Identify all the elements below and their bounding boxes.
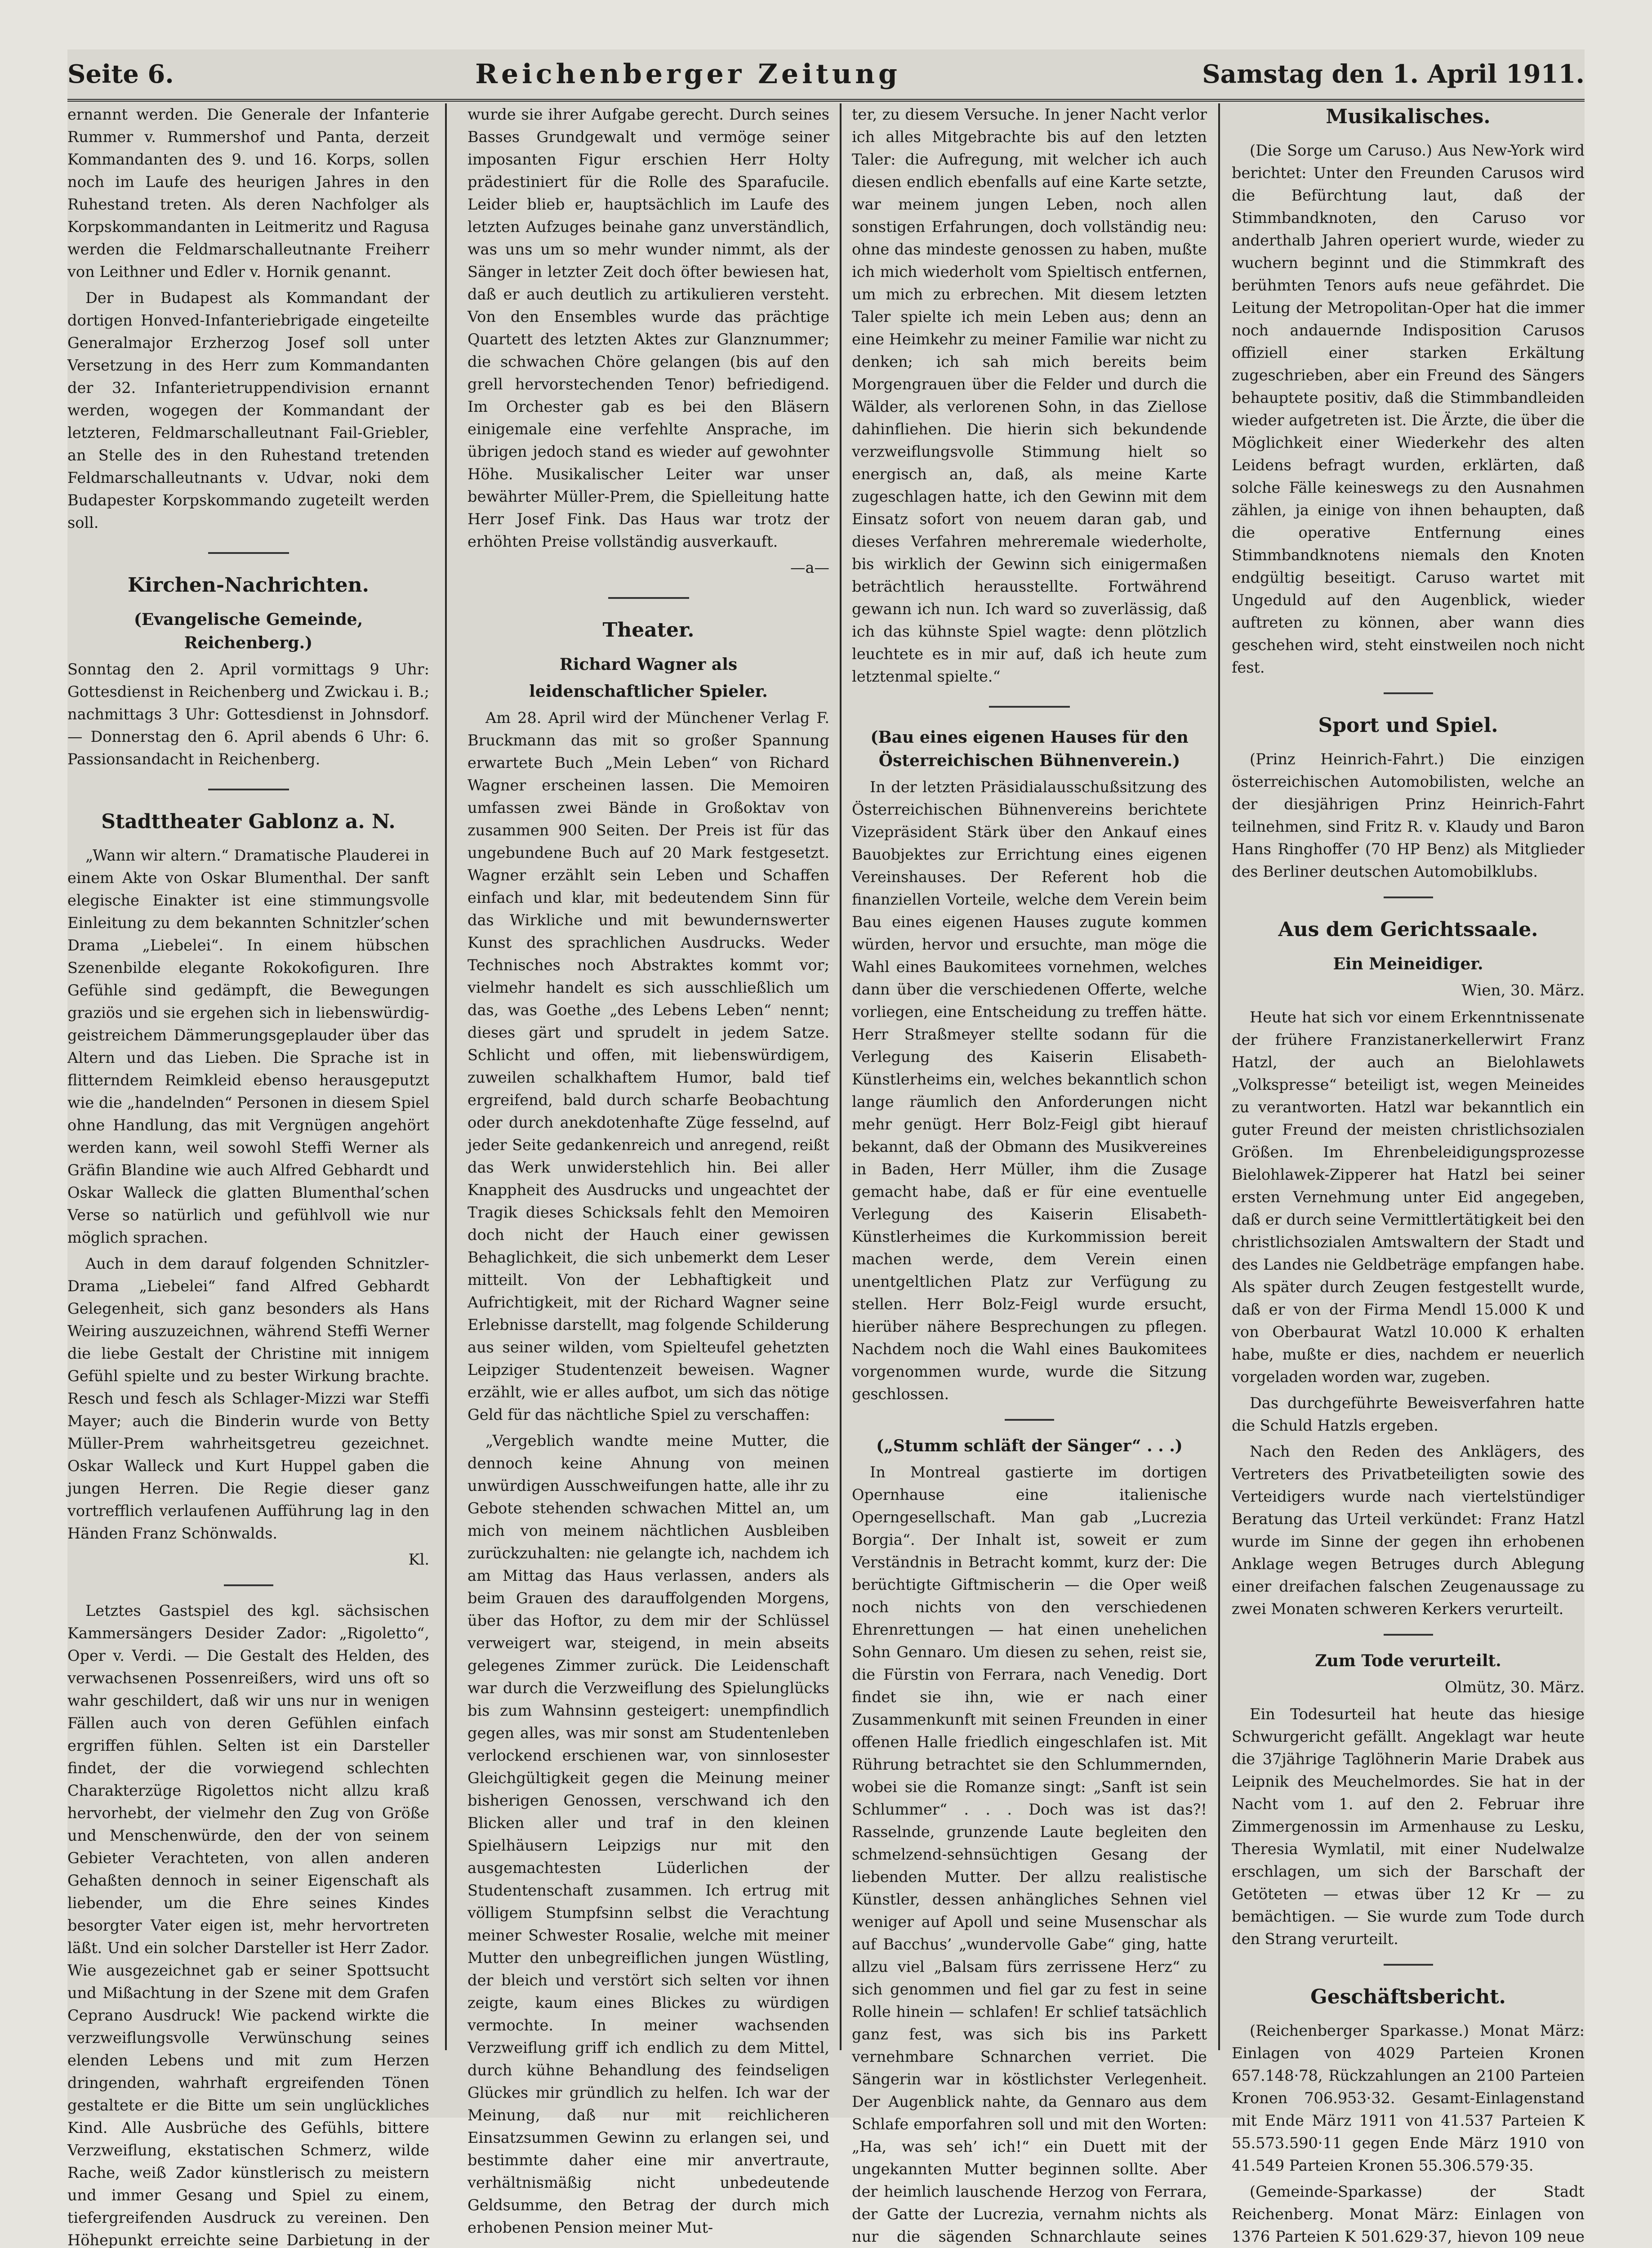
separator xyxy=(1384,692,1433,694)
paragraph: ernannt werden. Die Generale der Infanterie Rummer v. Rummershof und Panta, derzeit Kommandanten des 9. und 16. Korps, sollen noch im Laufe des heurigen Jahres in den Ruhestand treten. Als deren Nachfolger als Korpskommandanten in Leitmeritz und Ragusa werden die Feldmarschalleutnante Freiherr von Leithner und Edler v. Hornik genannt. xyxy=(67,106,429,281)
column-2 xyxy=(468,103,829,2236)
paragraph: wurde sie ihrer Aufgabe gerecht. Durch seines Basses Grundgewalt und vermöge seiner imposanten Figur erschien Herr Holty prädestiniert für die Rolle des Sparafucile. Leider blieb er, hauptsächlich im Laufe des letzten Aufzuges beinahe ganz unverständlich, was uns um so mehr wunder nimmt, als der Sänger in letzter Zeit doch öfter bewiesen hat, daß er auch deutlich zu artikulieren versteht. Von den Ensembles wurde das prächtige Quartett des letzten Aktes zur Glanznummer; die schwachen Chöre gelangen (bis auf den grell hervorstechenden Tenor) befriedigend. Im Orchester gab es bei den Bläsern einigemale eine verfehlte Ansprache, im übrigen jedoch stand es wieder auf gewohnter Höhe. Musikalischer Leiter war unser bewährter Müller-Prem, die Spielleitung hatte Herr Josef Fink. Das Haus war trotz der erhöhten Preise vollständig ausverkauft. xyxy=(468,106,829,550)
subheading: Ein Meineidiger. xyxy=(1333,955,1483,973)
dateline: Olmütz, 30. März. xyxy=(1444,1678,1585,1696)
paragraph: „Vergeblich wandte meine Mutter, die dennoch keine Ahnung von meinen unwürdigen Ausschweifungen hatte, alle ihr zu Gebote stehenden schwachen Mittel an, um mich von meinem nächtlichen Ausbleiben zurückzuhalten: nie gelangte ich, nachdem ich am Mittag das Haus verlassen, anders als beim Grauen des darauffolgenden Morgens, über das Hoftor, zu dem mir der Schlüssel verweigert war, steigend, in mein abseits gelegenes Zimmer zurück. Die Leidenschaft war durch die Verzweiflung des Spielunglücks bis zum Wahnsinn gesteigert: unempfindlich gegen alles, was mir sonst am Studentenleben verlockend erschienen war, von sinnlosester Gleichgültigkeit gegen die Meinung meiner bisherigen Genossen, verschwand ich den Blicken aller und traf in den kleinen Spielhäusern Leipzigs nur mit den ausgemachtesten Lüderlichen der Studentenschaft zusammen. Ich ertrug mit völligem Stumpfsinn selbst die Verachtung meiner Schwester Rosalie, welche mit meiner Mutter den unbegreiflichen jungen Wüstling, der bleich und verstört sich selten vor ihnen zeigte, kaum eines Blickes zu würdigen vermochte. In meiner wachsenden Verzweiflung griff ich endlich zu dem Mittel, durch kühne Behandlung des feindseligen Glückes mir gründlich zu helfen. Ich war der Meinung, daß nur mit reichlicheren Einsatzsummen Gewinn zu erlangen sei, und bestimmte daher eine mir anvertraute, verhältnismäßig nicht unbedeutende Geldsumme, den Betrag der durch mich erhobenen Pension meiner Mut- xyxy=(468,1432,829,2236)
subheading: (Evangelische Gemeinde, Reichenberg.) xyxy=(134,610,363,652)
column-rule xyxy=(445,103,447,2050)
separator xyxy=(1005,1419,1054,1421)
section-heading: Theater. xyxy=(602,619,695,642)
masthead xyxy=(67,49,1585,102)
section-heading: Geschäftsbericht. xyxy=(1310,1985,1506,2008)
page-number: Seite 6. xyxy=(67,59,174,89)
column-1 xyxy=(67,103,430,2248)
column-rule xyxy=(840,103,842,2050)
newspaper-title: Reichenberger Zeitung xyxy=(475,58,901,90)
column-rule xyxy=(1218,103,1220,2050)
column-3 xyxy=(852,103,1207,2245)
separator xyxy=(224,1584,273,1586)
columns xyxy=(67,103,1585,2248)
subheading: Zum Tode verurteilt. xyxy=(1315,1651,1501,1670)
paragraph: (Reichenberger Sparkasse.) Monat März: Einlagen von 4029 Parteien Kronen 657.148·78, Rückzahlungen an 2100 Parteien Kronen 706.953·32. Gesamt-Einlagenstand mit Ende März 1911 von 41.537 Parteien K 55.573.590·11 gegen Ende März 1910 von 41.549 Parteien Kronen 55.306.579·35. xyxy=(1232,2022,1585,2174)
separator xyxy=(1384,1634,1433,1636)
paragraph: ter, zu diesem Versuche. In jener Nacht verlor ich alles Mitgebrachte bis auf den letzten Taler: die Aufregung, mit welcher ich auch diesen endlich ebenfalls auf eine Karte setzte, war meinem jungen Leben, noch allen sonstigen Erfahrungen, doch vollständig neu: ohne das mindeste genossen zu haben, mußte ich mich wiederholt vom Spieltisch entfernen, um mich zu erbrechen. Mit diesem letzten Taler spielte ich mein Leben aus; denn an eine Heimkehr zu meiner Familie war nicht zu denken; ich sah mich bereits beim Morgengrauen über die Felder und durch die Wälder, als verlorenen Sohn, in das Ziellose dahinfliehen. Die hierin sich bekundende verzweiflungsvolle Stimmung hielt so energisch an, daß, als meine Karte zugeschlagen hatte, ich den Gewinn mit dem Einsatz sofort von neuem daran gab, und dieses Verfahren mehreremale wiederholte, bis wirklich der Gewinn sich einigermaßen beträchtlich herausstellte. Fortwährend gewann ich nun. Ich ward so zuverlässig, daß ich das kühnste Spiel wagte: denn plötzlich leuchtete es in mir auf, daß ich heute zum letztenmal spielte.“ xyxy=(852,106,1207,685)
subheading: Richard Wagner als xyxy=(559,655,738,674)
paragraph: Sonntag den 2. April vormittags 9 Uhr: Gottesdienst in Reichenberg und Zwickau i. B.; nachmittags 3 Uhr: Gottesdienst in Johnsdorf. — Donnerstag den 6. April abends 6 Uhr: 6. Passionsandacht in Reichenberg. xyxy=(67,660,429,768)
separator xyxy=(608,597,689,599)
paragraph: In der letzten Präsidialausschußsitzung des Österreichischen Bühnenvereins berichtete Vizepräsident Stärk über den Ankauf eines Bauobjektes zur Errichtung eines eigenen Vereinshauses. Der Referent hob die finanziellen Vorteile, welche dem Verein beim Bau eines eigenen Hauses zugute kommen würden, hervor und ersuchte, man möge die Wahl eines Baukomitees vornehmen, welches dann über die verschiedenen Offerte, welche vorliegen, eine Entscheidung zu treffen hätte. Herr Straßmeyer stellte sodann für die Verlegung des Kaiserin Elisabeth-Künstlerheims ein, welches bekanntlich schon lange räumlich den Anforderungen nicht mehr genügt. Herr Bolz-Feigl gibt hierauf bekannt, daß der Obmann des Musikvereines in Baden, Herr Müller, ihm die Zusage gemacht habe, daß er für eine eventuelle Verlegung des Kaiserin Elisabeth-Künstlerheimes die Kurkommission bereit machen werde, dem Verein einen unentgeltlichen Platz zur Verfügung zu stellen. Herr Bolz-Feigl wurde ersucht, hierüber nähere Besprechungen zu pflegen. Nachdem noch die Wahl eines Baukomitees vorgenommen wurde, wurde die Sitzung geschlossen. xyxy=(852,778,1207,1403)
paragraph: Der in Budapest als Kommandant der dortigen Honved-Infanteriebrigade eingeteilte Generalmajor Erzherzog Josef soll unter Versetzung in des Herr zum Kommandanten der 32. Infanterietruppendivision ernannt werden, wogegen der Kommandant der letzteren, Feldmarschalleutnant Fail-Griebler, an Stelle des in den Ruhestand tretenden Feldmarschalleutnants v. Udvar, noki dem Budapester Korpskommando zugeteilt werden soll. xyxy=(67,289,429,531)
paragraph: (Gemeinde-Sparkasse) der Stadt Reichenberg. Monat März: Einlagen von 1376 Parteien K 501.629·37, hievon 109 neue xyxy=(1232,2183,1585,2245)
subheading: leidenschaftlicher Spieler. xyxy=(529,682,768,701)
separator xyxy=(989,706,1070,708)
signature: —a— xyxy=(790,559,829,576)
column-4 xyxy=(1232,103,1585,2245)
section-heading: Stadttheater Gablonz a. N. xyxy=(101,810,396,833)
paragraph: Am 28. April wird der Münchener Verlag F. Bruckmann das mit so großer Spannung erwartete Buch „Mein Leben“ von Richard Wagner erscheinen lassen. Die Memoiren umfassen zwei Bände in Großoktav von zusammen 900 Seiten. Der Preis ist für das ungebundene Buch auf 20 Mark festgesetzt. Wagner erzählt sein Leben und Schaffen einfach und klar, mit bedeutendem Sinn für das Wirkliche und mit bewundernswerter Kunst des sprachlichen Ausdrucks. Weder Technisches noch Abstraktes kommt vor; vielmehr handelt es sich ausschließlich um das, was Goethe „des Lebens Leben“ nennt; dieses gärt und sprudelt in jedem Satze. Schlicht und offen, mit liebenswürdigem, zuweilen schalkhaftem Humor, bald tief ergreifend, bald durch scharfe Beobachtung oder durch anekdotenhafte Züge fesselnd, auf jeder Seite gedankenreich und anregend, reißt das Werk unwiderstehlich hin. Bei aller Knappheit des Ausdrucks und ungeachtet der Tragik dieses Schicksals fehlt den Memoiren doch nicht der Hauch einer gewissen Behaglichkeit, die sich unbemerkt dem Leser mitteilt. Von der Lebhaftigkeit und Aufrichtigkeit, mit der Richard Wagner seine Erlebnisse darstellt, mag folgende Schilderung aus seiner wilden, vom Spielteufel gehetzten Leipziger Studentenzeit beweisen. Wagner erzählt, wie er alles aufbot, um sich das nötige Geld für das nächtliche Spiel zu verschaffen: xyxy=(468,709,829,1423)
paragraph: In Montreal gastierte im dortigen Opernhause eine italienische Operngesellschaft. Man gab „Lucrezia Borgia“. Der Inhalt ist, soweit er zum Verständnis in Betracht kommt, kurz der: Die berüchtigte Giftmischerin — die Oper weiß noch nichts von den verschiedenen Ehrenrettungen — hat einen unehelichen Sohn Gennaro. Um diesen zu sehen, reist sie, die Fürstin von Ferrara, nach Venedig. Dort findet sie ihn, wie er nach einer Zusammenkunft mit seinen Freunden in einer offenen Halle friedlich eingeschlafen ist. Mit Rührung betrachtet sie den Schlummernden, wobei sie die Romanze singt: „Sanft ist sein Schlummer“ . . . Doch was ist das?! Rasselnde, grunzende Laute begleiten den schmelzend-sehnsüchtigen Gesang der liebenden Mutter. Der allzu realistische Künstler, dessen anhängliches Sehnen viel weniger auf Apoll und seine Musenschar als auf Bacchus’ „wundervolle Gabe“ ging, hatte allzu viel „Balsam fürs zerrissene Herz“ zu sich genommen und fiel gar zu fest in seine Rolle hinein — schlafen! Er schlief tatsächlich ganz fest, was sich bis ins Parkett vernehmbare Schnarchen verriet. Die Sängerin war in köstlichster Verlegenheit. Der Augenblick nahte, da Gennaro aus dem Schlafe emporfahren soll und mit den Worten: „Ha, was seh’ ich!“ ein Duett mit der ungekannten Mutter beginnen sollte. Aber der heimlich lauschende Herzog von Ferrara, der Gatte der Lucrezia, vernahm nichts als nur die sägenden Schnarchlaute seines xyxy=(852,1463,1207,2245)
signature: Kl. xyxy=(408,1551,429,1568)
paragraph: Nach den Reden des Anklägers, des Vertreters des Privatbeteiligten sowie des Verteidigers wurde nach viertelstündiger Beratung das Urteil verkündet: Franz Hatzl wurde im Sinne der gegen ihn erhobenen Anklage wegen Betruges durch Ablegung einer dreifachen falschen Zeugenaussage zu zwei Monaten schweren Kerkers verurteilt. xyxy=(1232,1443,1585,1618)
subheading: („Stumm schläft der Sänger“ . . .) xyxy=(876,1436,1183,1455)
paragraph: (Prinz Heinrich-Fahrt.) Die einzigen österreichischen Automobilisten, welche an der diesjährigen Prinz Heinrich-Fahrt teilnehmen, sind Fritz R. v. Klaudy und Baron Hans Ringhoffer (70 HP Benz) als Mitglieder des Berliner deutschen Automobilklubs. xyxy=(1232,750,1585,880)
separator xyxy=(1384,897,1433,898)
section-heading: Kirchen-Nachrichten. xyxy=(128,574,369,597)
issue-date: Samstag den 1. April 1911. xyxy=(1202,59,1585,89)
paragraph: (Die Sorge um Caruso.) Aus New-York wird berichtet: Unter den Freunden Carusos wird die Befürchtung laut, daß der Stimmbandknoten, den Caruso vor anderthalb Jahren operiert wurde, wieder zu wuchern beginnt und die Stimmkraft des berühmten Tenors aufs neue gefährdet. Die Leitung der Metropolitan-Oper hat die immer noch andauernde Indisposition Carusos offiziell einer starken Erkältung zugeschrieben, aber ein Freund des Sängers behauptete positiv, daß die Stimmbandleiden wieder aufgetreten ist. Die Ärzte, die über die Möglichkeit einer Wiederkehr des alten Leidens befragt wurden, erklärten, daß solche Fälle keineswegs zu den Ausnahmen zählen, ja einige von ihnen behaupten, daß die operative Entfernung eines Stimmbandknotens niemals den Knoten endgültig beseitigt. Caruso wartet mit Ungeduld auf den Augenblick, wieder auftreten zu können, aber wann dies geschehen wird, steht einstweilen noch nicht fest. xyxy=(1232,142,1585,676)
separator xyxy=(208,789,289,790)
paragraph: „Wann wir altern.“ Dramatische Plauderei in einem Akte von Oskar Blumenthal. Der sanft elegische Einakter ist eine stimmungsvolle Einleitung zu dem bekannten Schnitzler’schen Drama „Liebelei“. In einem hübschen Szenenbilde elegante Rokokofiguren. Ihre Gefühle sind gedämpft, die Bewegungen graziös und sie ergehen sich in liebenswürdig-geistreichem Dämmerungsgeplauder über das Altern und das Lieben. Die Sprache ist in flitterndem Reimkleid ebenso herausgeputzt wie die „handelnden“ Personen in diesem Spiel ohne Handlung, das mit Vergnügen angehört werden kann, weil sowohl Steffi Werner als Gräfin Blandine wie auch Alfred Gebhardt und Oskar Walleck die glatten Blumenthal’schen Verse so natürlich und gefühlvoll wie nur möglich sprachen. xyxy=(67,847,430,1246)
section-heading: Sport und Spiel. xyxy=(1318,714,1498,737)
section-heading: Aus dem Gerichtssaale. xyxy=(1278,918,1538,941)
subheading: (Bau eines eigenen Hauses für den Österreichischen Bühnenverein.) xyxy=(870,728,1189,770)
paragraph: Das durchgeführte Beweisverfahren hatte die Schuld Hatzls ergeben. xyxy=(1232,1394,1585,1434)
separator xyxy=(208,552,289,554)
dateline: Wien, 30. März. xyxy=(1461,981,1585,999)
paragraph: Heute hat sich vor einem Erkenntnissenate der frühere Franzistanerkellerwirt Franz Hatzl, der auch an Bielohlawets „Volkspresse“ beteiligt ist, wegen Meineides zu verantworten. Hatzl war bekanntlich ein guter Freund der meisten christlichsozialen Größen. Im Ehrenbeleidigungsprozesse Bielohlawek-Zipperer hat Hatzl bei seiner ersten Vernehmung unter Eid angegeben, daß er durch seine Vermittlertätigkeit bei den christlichsozialen Amtswaltern der Stadt und des Landes nie Geldbeträge empfangen habe. Als später durch Zeugen festgestellt wurde, daß er von der Firma Mendl 15.000 K und von Oberbaurat Watzl 10.000 K erhalten habe, mußte er dies, nachdem er neuerlich vorgeladen worden war, zugeben. xyxy=(1232,1008,1585,1386)
paragraph: Letztes Gastspiel des kgl. sächsischen Kammersängers Desider Zador: „Rigoletto“, Oper v. Verdi. — Die Gestalt des Helden, des verwachsenen Possenreißers, wird uns oft so wahr geschildert, daß wir uns nur in wenigen Fällen auch von deren Gefühlen einfach ergriffen fühlen. Selten ist ein Darsteller findet, der die vorwiegend schlechten Charakterzüge Rigolettos nicht allzu kraß hervorhebt, der vielmehr den Zug von Größe und Menschenwürde, den der von seinem Gebieter Verachteten, von allen anderen Gehaßten dennoch in seiner Eigenschaft als liebender, um die Ehre seines Kindes besorgter Vater eigen ist, mehr hervortreten läßt. Und ein solcher Darsteller ist Herr Zador. Wie ausgezeichnet gab er seiner Spottsucht und Mißachtung in der Szene mit dem Grafen Ceprano Ausdruck! Wie packend wirkte die verzweiflungsvolle Verwünschung seines elenden Lebens und mit zum Herzen dringenden, wahrhaft ergreifenden Tönen gestaltete er die Bitte um sein unglückliches Kind. Alle Ausbrüche des Gefühls, bittere Verzweiflung, ekstatischen Schmerz, wilde Rache, weiß Zador künstlerisch zu meistern und immer Gesang und Spiel zu einem, tiefergreifenden Ausdruck zu vereinen. Den Höhepunkt erreichte seine Darbietung in der xyxy=(67,1602,429,2248)
paragraph: Ein Todesurteil hat heute das hiesige Schwurgericht gefällt. Angeklagt war heute die 37jährige Taglöhnerin Marie Drabek aus Leipnik des Meuchelmordes. Sie hat in der Nacht vom 1. auf den 2. Februar ihre Zimmergenossin im Armenhause zu Lesku, Theresia Wymlatil, mit einer Nudelwalze erschlagen, um sich der Barschaft der Getöteten — etwas über 12 Kr — zu bemächtigen. — Sie wurde zum Tode durch den Strang verurteilt. xyxy=(1232,1705,1585,1948)
section-heading: Musikalisches. xyxy=(1326,105,1491,128)
paragraph: Auch in dem darauf folgenden Schnitzler-Drama „Liebelei“ fand Alfred Gebhardt Gelegenheit, sich ganz besonders als Hans Weiring auszuzeichnen, während Steffi Werner die liebe Gestalt der Christine mit innigem Gefühl spielte und zu bester Wirkung brachte. Resch und fesch als Schlager-Mizzi war Steffi Mayer; auch die Binderin wurde von Betty Müller-Prem wahrheitsgetreu gezeichnet. Oskar Walleck und Kurt Huppel gaben die jungen Herren. Die Regie dieser ganz vortrefflich verlaufenen Aufführung lag in den Händen Franz Schönwalds. xyxy=(67,1255,429,1542)
separator xyxy=(1384,1964,1433,1966)
